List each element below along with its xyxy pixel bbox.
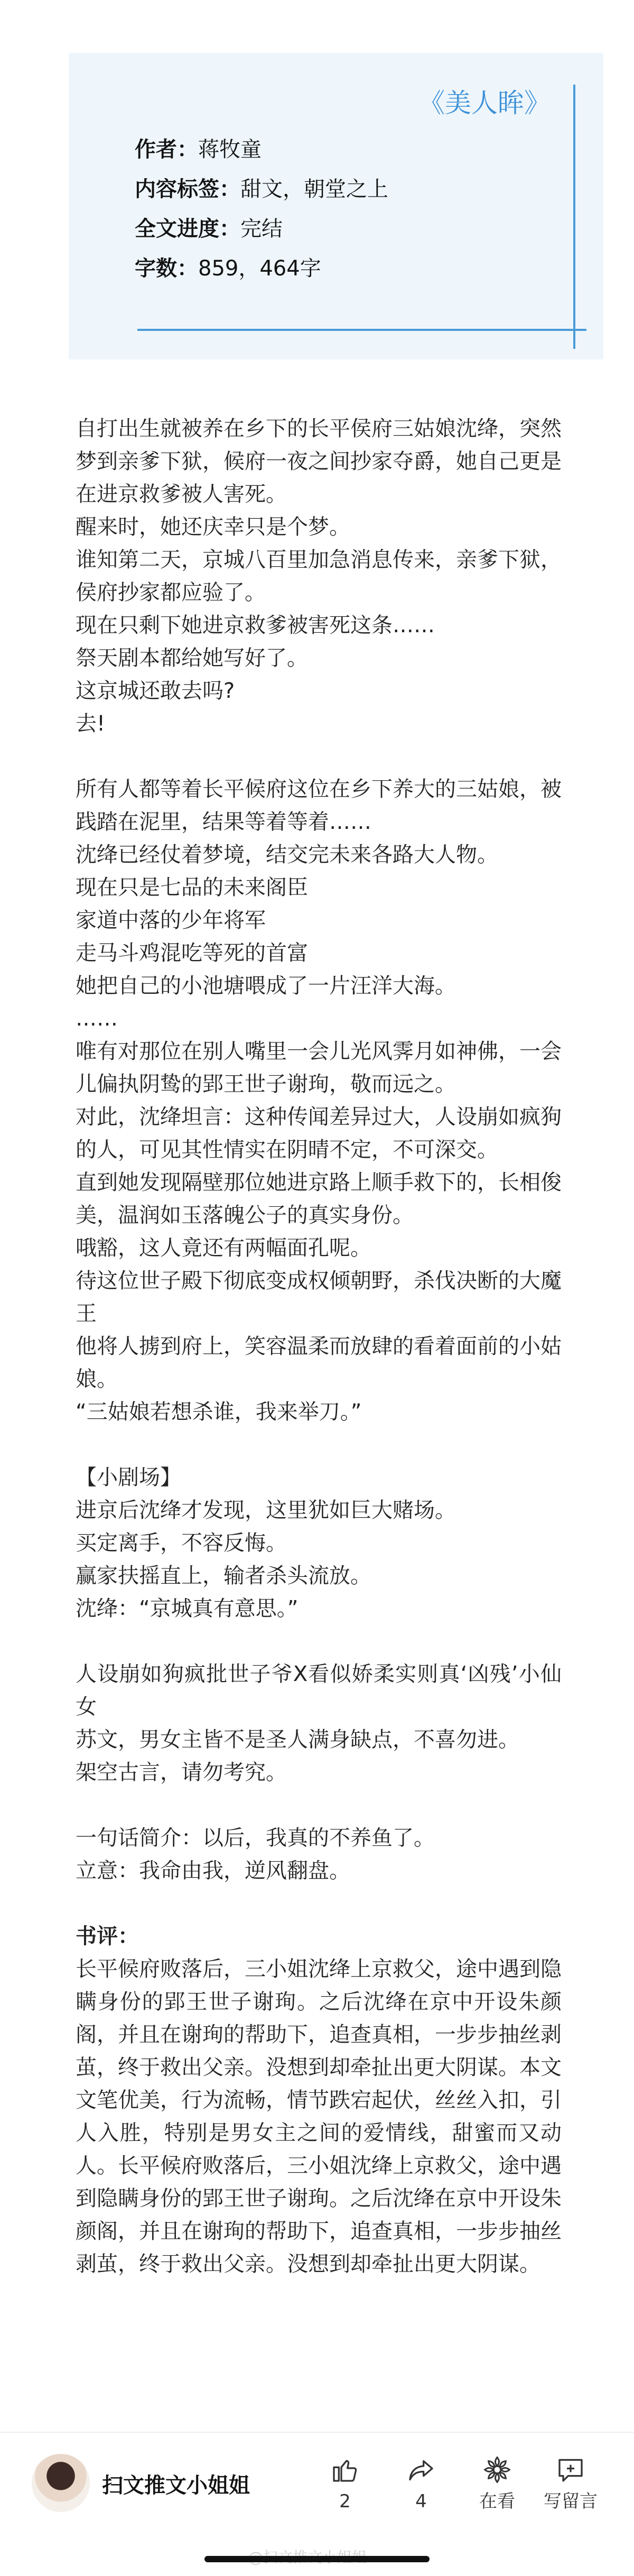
- paragraph: 架空古言，请勿考究。: [76, 1760, 287, 1785]
- paragraph: 自打出生就被养在乡下的长平侯府三姑娘沈绛，突然梦到亲爹下狱，候府一夜之间抄家夺爵，她自己更是在进京救爹被人害死。: [76, 417, 562, 506]
- share-button[interactable]: [389, 2455, 453, 2512]
- paragraph: 立意：我命由我，逆风翻盘。: [76, 1859, 350, 1883]
- watching-button[interactable]: [465, 2455, 529, 2512]
- comment-icon: [556, 2455, 585, 2485]
- watching-label: 在看: [479, 2491, 515, 2512]
- progress-row: [135, 216, 388, 242]
- paragraph: 现在只是七品的未来阁臣: [76, 875, 308, 900]
- paragraph: 沈绛：“京城真有意思。”: [76, 1596, 299, 1621]
- like-count: 2: [339, 2491, 351, 2512]
- paragraph: 家道中落的少年将军: [76, 908, 266, 932]
- words-key: 字数：: [135, 256, 198, 281]
- author-value: 蒋牧童: [198, 137, 262, 162]
- progress-value: 完结: [240, 217, 283, 241]
- progress-key: 全文进度：: [135, 217, 240, 241]
- bottom-bar: [0, 2433, 634, 2576]
- comment-label: 写留言: [544, 2491, 598, 2512]
- paragraph-gap: [76, 1625, 562, 1658]
- paragraph: “三姑娘若想杀谁，我来举刀。”: [76, 1400, 362, 1424]
- account-name[interactable]: 扫文推文小姐姐: [102, 2473, 250, 2498]
- tags-row: [135, 176, 388, 202]
- paragraph: 一句话简介：以后，我真的不养鱼了。: [76, 1826, 435, 1850]
- review-text: 长平候府败落后，三小姐沈绛上京救父，途中遇到隐瞒身份的郢王世子谢珣。之后沈绛在京中开设朱颜阁，并且在谢珣的帮助下，追查真相，一步步抽丝剥茧，终于救出父亲。没想到却牵扯出更大阴谋。本文文笔优美，行为流畅，情节跌宕起伏，丝丝入扣，引人入胜，特别是男女主之间的爱情线，甜蜜而又动人。长平候府败落后，三小姐沈绛上京救父，途中遇到隐瞒身份的郢王世子谢珣。之后沈绛在京中开设朱颜阁，并且在谢珣的帮助下，追查真相，一步步抽丝剥茧，终于救出父亲。没想到却牵扯出更大阴谋。: [76, 1957, 562, 2276]
- paragraph: 哦豁，这人竟还有两幅面孔呢。: [76, 1236, 371, 1260]
- paragraph: 【小剧场】: [76, 1465, 181, 1490]
- share-count: 4: [415, 2491, 427, 2512]
- share-arrow-icon: [406, 2455, 436, 2485]
- author-key: 作者：: [135, 137, 198, 162]
- paragraph: 这京城还敢去吗?: [76, 679, 235, 703]
- paragraph: 祭天剧本都给她写好了。: [76, 646, 308, 670]
- review-title: 书评：: [76, 1924, 139, 1949]
- tags-value: 甜文，朝堂之上: [240, 177, 388, 201]
- paragraph: 走马斗鸡混吃等死的首富: [76, 941, 308, 965]
- comment-button[interactable]: [539, 2455, 602, 2512]
- paragraph: 沈绛已经仗着梦境，结交完未来各路大人物。: [76, 843, 498, 867]
- thumbs-up-icon: [330, 2455, 360, 2485]
- paragraph: 她把自己的小池塘喂成了一片汪洋大海。: [76, 974, 456, 998]
- card-horizontal-line: [137, 329, 586, 331]
- paragraph: ……: [76, 1007, 118, 1031]
- book-meta: [135, 136, 388, 295]
- paragraph: 谁知第二天，京城八百里加急消息传来，亲爹下狱，侯府抄家都应验了。: [76, 548, 562, 605]
- paragraph: 去!: [76, 712, 106, 736]
- paragraph: 苏文，男女主皆不是圣人满身缺点，不喜勿进。: [76, 1728, 519, 1752]
- paragraph: 待这位世子殿下彻底变成权倾朝野，杀伐决断的大魔王: [76, 1269, 562, 1326]
- synopsis: [76, 412, 562, 1920]
- paragraph: 人设崩如狗疯批世子爷X看似娇柔实则真‘凶残’小仙女: [76, 1662, 562, 1719]
- book-title: 《美人眸》: [418, 88, 551, 118]
- paragraph: 唯有对那位在别人嘴里一会儿光风霁月如神佛，一会儿偏执阴鸷的郢王世子谢珣，敬而远之。: [76, 1039, 562, 1096]
- words-row: [135, 255, 388, 282]
- paragraph: 对此，沈绛坦言：这种传闻差异过大，人设崩如疯狗的人，可见其性情实在阴晴不定，不可深交。: [76, 1105, 562, 1162]
- paragraph-gap: [76, 740, 562, 773]
- paragraph: 现在只剩下她进京救爹被害死这条……: [76, 613, 435, 638]
- paragraph-gap: [76, 1887, 562, 1920]
- paragraph: 进京后沈绛才发现，这里犹如巨大赌场。: [76, 1498, 456, 1522]
- paragraph: 赢家扶摇直上，输者杀头流放。: [76, 1564, 371, 1588]
- account-avatar[interactable]: [32, 2454, 90, 2512]
- tags-key: 内容标签：: [135, 177, 240, 201]
- paragraph: 他将人掳到府上，笑容温柔而放肆的看着面前的小姑娘。: [76, 1334, 562, 1391]
- words-value: 859，464字: [198, 256, 321, 281]
- paragraph-gap: [76, 1789, 562, 1822]
- paragraph: 所有人都等着长平候府这位在乡下养大的三姑娘，被践踏在泥里，结果等着等着……: [76, 777, 562, 834]
- book-info-card: [69, 53, 603, 359]
- card-vertical-line: [573, 85, 575, 349]
- paragraph-gap: [76, 1428, 562, 1461]
- paragraph: 醒来时，她还庆幸只是个梦。: [76, 515, 350, 539]
- paragraph: 直到她发现隔壁那位她进京路上顺手救下的，长相俊美，温润如玉落魄公子的真实身份。: [76, 1170, 562, 1227]
- paragraph: 买定离手，不容反悔。: [76, 1531, 287, 1555]
- article-body: [76, 412, 562, 2280]
- like-button[interactable]: [313, 2455, 377, 2512]
- flower-icon: [482, 2455, 512, 2485]
- home-indicator[interactable]: [204, 2556, 430, 2562]
- author-row: [135, 136, 388, 163]
